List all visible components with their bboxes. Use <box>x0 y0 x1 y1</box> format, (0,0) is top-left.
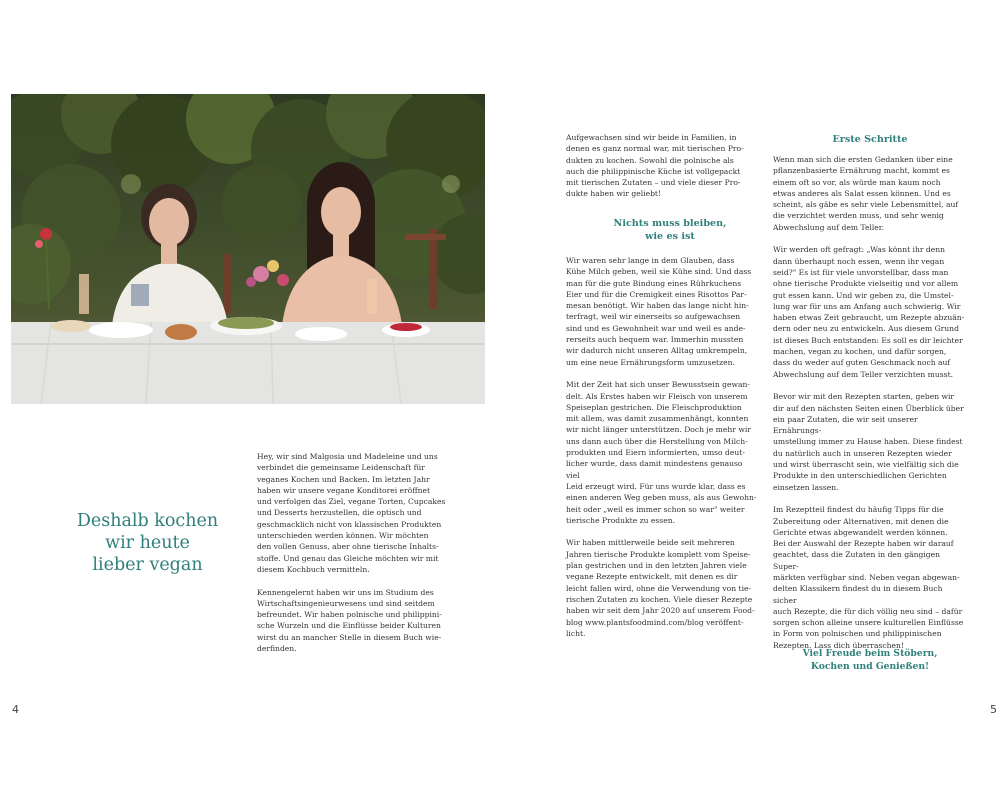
headline-line-1: Deshalb kochen <box>76 511 219 531</box>
story-paragraph-3: Wir haben mittlerweile beide seit mehreren Jahren tierische Produkte komplett vom Speise- plan gestrichen und in den letzten Jahren viele vegane Rezepte entwickelt, mit denen es dir leicht fallen wird, ohne die Verwendung von tie- rischen Zutaten zu kochen. Viele dieser Rezepte haben wir seit dem Jahr 2020 auf unserem Food- blog www.plantsfoodmind.com/blog veröffent- licht. <box>566 538 755 638</box>
first-steps-column <box>773 154 966 662</box>
intro-column <box>257 451 457 666</box>
headline-line-2: wir heute <box>105 533 190 553</box>
page-number-right: 5 <box>990 703 997 716</box>
intro-paragraph-1: Hey, wir sind Malgosia und Madeleine und uns verbindet die gemeinsame Leidenschaft für veganes Kochen und Backen. Im letzten Jahr haben wir unsere vegane Konditorei eröffnet und verfolgen das Ziel, vegane Torten, Cupcakes und Desserts herzustellen, die optisch und geschmacklich nicht von klassischen Produkten unterschieden werden können. Wir möchten den vollen Genuss, aber ohne tierische Inhalts- stoffe. Und genau das Gleiche möchten wir mit diesem Kochbuch vermitteln. <box>257 452 446 574</box>
headline-line-3: lieber vegan <box>92 555 203 575</box>
story-column-body <box>566 255 758 650</box>
page-number-left: 4 <box>12 703 19 716</box>
story-intro-paragraph: Aufgewachsen sind wir beide in Familien, in denen es ganz normal war, mit tierischen Pro- dukten zu kochen. Sowohl die polnische als auch die philippinische Küche ist vollgepackt mit tierischen Zutaten – und viele dieser Pro- dukte haben wir geliebt! <box>566 133 744 199</box>
subheading-erste-schritte: Erste Schritte <box>832 134 908 145</box>
subheading-nichts-muss-bleiben: Nichts muss bleiben, wie es ist <box>613 218 727 242</box>
page-headline <box>40 510 255 576</box>
first-steps-paragraph-3: Bevor wir mit den Rezepten starten, geben wir dir auf den nächsten Seiten einen Überblick über ein paar Zutaten, die wir seit unserer Ernährungs- umstellung immer zu Hause haben. Diese findest du natürlich auch in unseren Rezepten wieder und wirst überrascht sein, wie vielfältig sich die Produkte in den unterschiedlichen Gerichten einsetzen lassen. <box>773 392 964 492</box>
story-paragraph-1: Wir waren sehr lange in dem Glauben, dass Kühe Milch geben, weil sie Kühe sind. Und dass man für die gute Bindung eines Rührkuchens Eier und für die Cremigkeit eines Risottos Par- mesan benötigt. Wir haben das lange nicht hin- terfragt, weil wir einerseits so aufgewachsen sind und es Gewohnheit war und weil es ande- rerseits auch bequem war. Immerhin mussten wir dadurch nicht unseren Alltag umkrempeln, um eine neue Ernährungsform umzusetzen. <box>566 256 752 367</box>
story-paragraph-2: Mit der Zeit hat sich unser Bewusstsein gewan- delt. Als Erstes haben wir Fleisch von unserem Speiseplan gestrichen. Die Fleischproduktion mit allem, was damit zusammenhängt, konnten wir nicht länger unterstützen. Doch je mehr wir uns dann auch über die Herstellung von Milch- produkten und Eiern informierten, umso deut- licher wurde, dass damit mindestens genauso viel Leid erzeugt wird. Für uns wurde klar, dass es einen anderen Weg geben muss, als aus Gewohn- heit oder „weil es immer schon so war" weiter tierische Produkte zu essen. <box>566 380 757 525</box>
photo-illustration <box>11 94 485 404</box>
first-steps-paragraph-4: Im Rezeptteil findest du häufig Tipps für die Zubereitung oder Alternativen, mit denen die Gerichte etwas abgewandelt werden können. Bei der Auswahl der Rezepte haben wir darauf geachtet, dass die Zutaten in den gängigen Super- märkten verfügbar sind. Neben vegan abgewan- delten Klassikern findest du in diesem Buch sicher auch Rezepte, die für dich völlig neu sind – dafür sorgen schon alleine unsere kulturellen Einflüsse in Form von polnischen und philippinischen Rezepten. Lass dich überraschen! <box>773 505 964 650</box>
story-column <box>566 132 758 211</box>
first-steps-paragraph-2: Wir werden oft gefragt: „Was könnt ihr denn dann überhaupt noch essen, wenn ihr vegan seid?" Es ist für viele unvorstellbar, dass man ohne tierische Produkte vielseitig und vor allem gut essen kann. Und wir geben zu, die Umstel- lung war für uns am Anfang auch schwierig. Wir haben etwas Zeit gebraucht, um Rezepte abzuän- dern oder neu zu entwickeln. Aus diesem Grund ist dieses Buch entstanden: Es soll es dir leichter machen, vegan zu kochen, und dafür sorgen, dass du weder auf guten Geschmack noch auf Abwechslung auf dem Teller verzichten musst. <box>773 245 965 379</box>
closing-line: Viel Freude beim Stöbern, Kochen und Genießen! <box>802 648 938 672</box>
intro-paragraph-2: Kennengelernt haben wir uns im Studium des Wirtschaftsingenieurwesens und sind seitdem befreundet. Wir haben polnische und philippini- sche Wurzeln und die Einflüsse beider Kulturen wirst du an mancher Stelle in diesem Buch wie- derfinden. <box>257 587 442 654</box>
first-steps-paragraph-1: Wenn man sich die ersten Gedanken über eine pflanzenbasierte Ernährung macht, kommt es einem oft so vor, als würde man kaum noch etwas anderes als Salat essen können. Und es scheint, als gäbe es sehr viele Lebensmittel, auf die verzichtet werden muss, und sehr wenig Abwechslung auf dem Teller. <box>773 155 959 232</box>
photo-two-women-at-table <box>11 94 485 404</box>
